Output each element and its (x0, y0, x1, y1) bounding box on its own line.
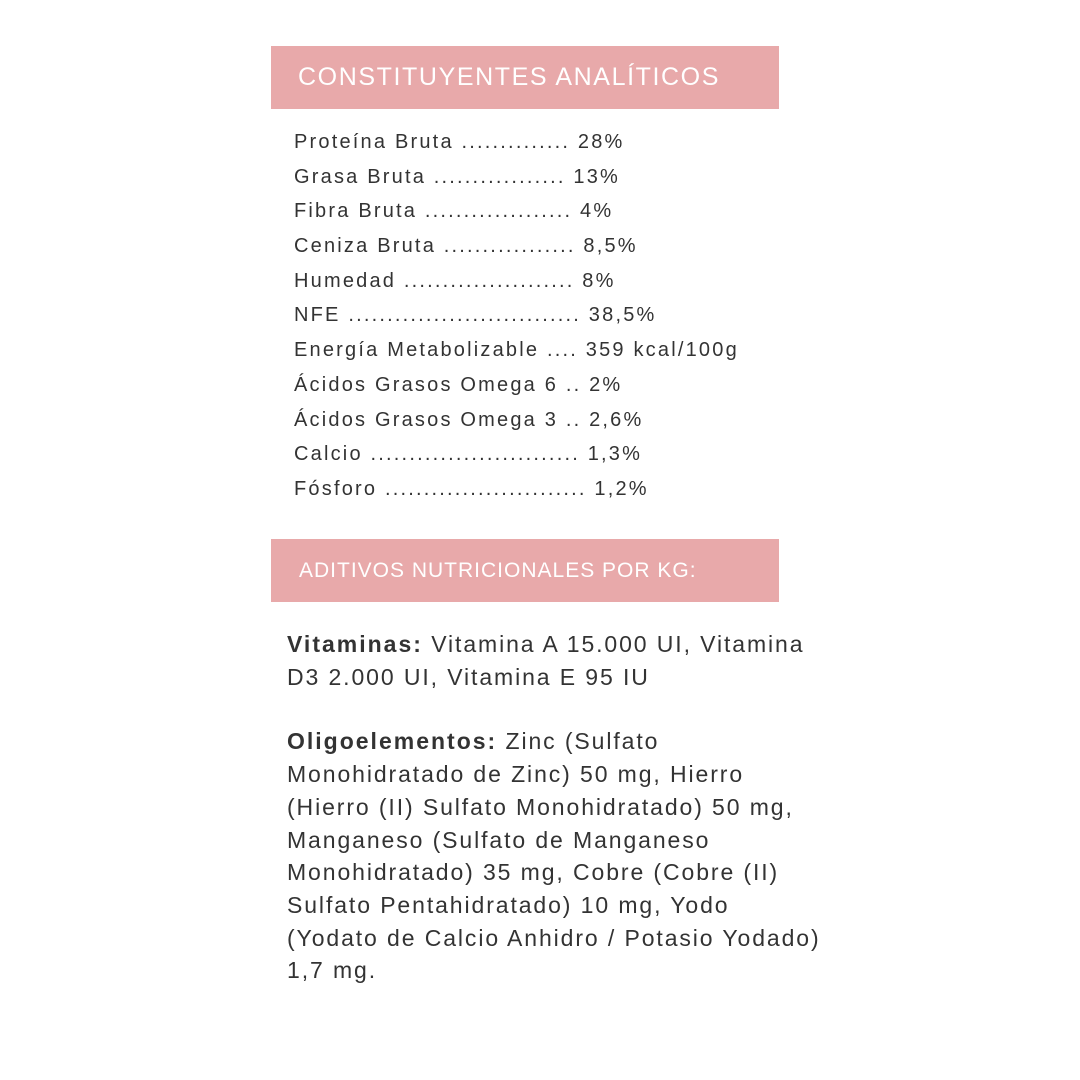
analytical-row: Grasa Bruta ................. 13% (294, 165, 621, 188)
vitamins-paragraph (287, 628, 827, 693)
nutritional-additives-body (287, 628, 827, 987)
analytical-row: Proteína Bruta .............. 28% (294, 131, 625, 153)
trace-elements-label: Oligoelementos: (287, 728, 498, 755)
analytical-constituents-header (271, 46, 779, 109)
analytical-row: Ácidos Grasos Omega 3 .. 2,6% (294, 408, 644, 431)
trace-elements-text: Zinc (Sulfato Monohidratado de Zinc) 50 mg, Hierro (Hierro (II) Sulfato Monohidratado) 50 mg, Manganeso (Sulfato de Manganeso Monohidratado) 35 mg, Cobre (Cobre (II) Sulfato Pentahidratado) 10 mg, Yodo (Yodato de Calcio Anhidro / Potasio Yodado) 1,7 mg. (287, 728, 821, 984)
analytical-row: Ceniza Bruta ................. 8,5% (294, 235, 638, 258)
nutritional-additives-title: ADITIVOS NUTRICIONALES POR KG: (299, 558, 697, 582)
analytical-row: Fibra Bruta ................... 4% (294, 200, 614, 223)
analytical-constituents-title: CONSTITUYENTES ANALÍTICOS (298, 63, 721, 91)
analytical-row: Fósforo .......................... 1,2% (294, 477, 649, 500)
nutritional-additives-header (271, 539, 779, 602)
analytical-row: Ácidos Grasos Omega 6 .. 2% (294, 373, 623, 396)
analytical-row: NFE .............................. 38,5% (294, 304, 657, 327)
analytical-row: Energía Metabolizable .... 359 kcal/100g (294, 339, 739, 362)
analytical-row: Humedad ...................... 8% (294, 269, 616, 292)
analytical-row: Calcio ........................... 1,3% (294, 443, 643, 466)
trace-elements-paragraph (287, 725, 827, 987)
vitamins-text: Vitamina A 15.000 UI, Vitamina D3 2.000 UI, Vitamina E 95 IU (287, 631, 805, 690)
analytical-constituents-list (294, 128, 739, 510)
vitamins-label: Vitaminas: (287, 631, 423, 657)
